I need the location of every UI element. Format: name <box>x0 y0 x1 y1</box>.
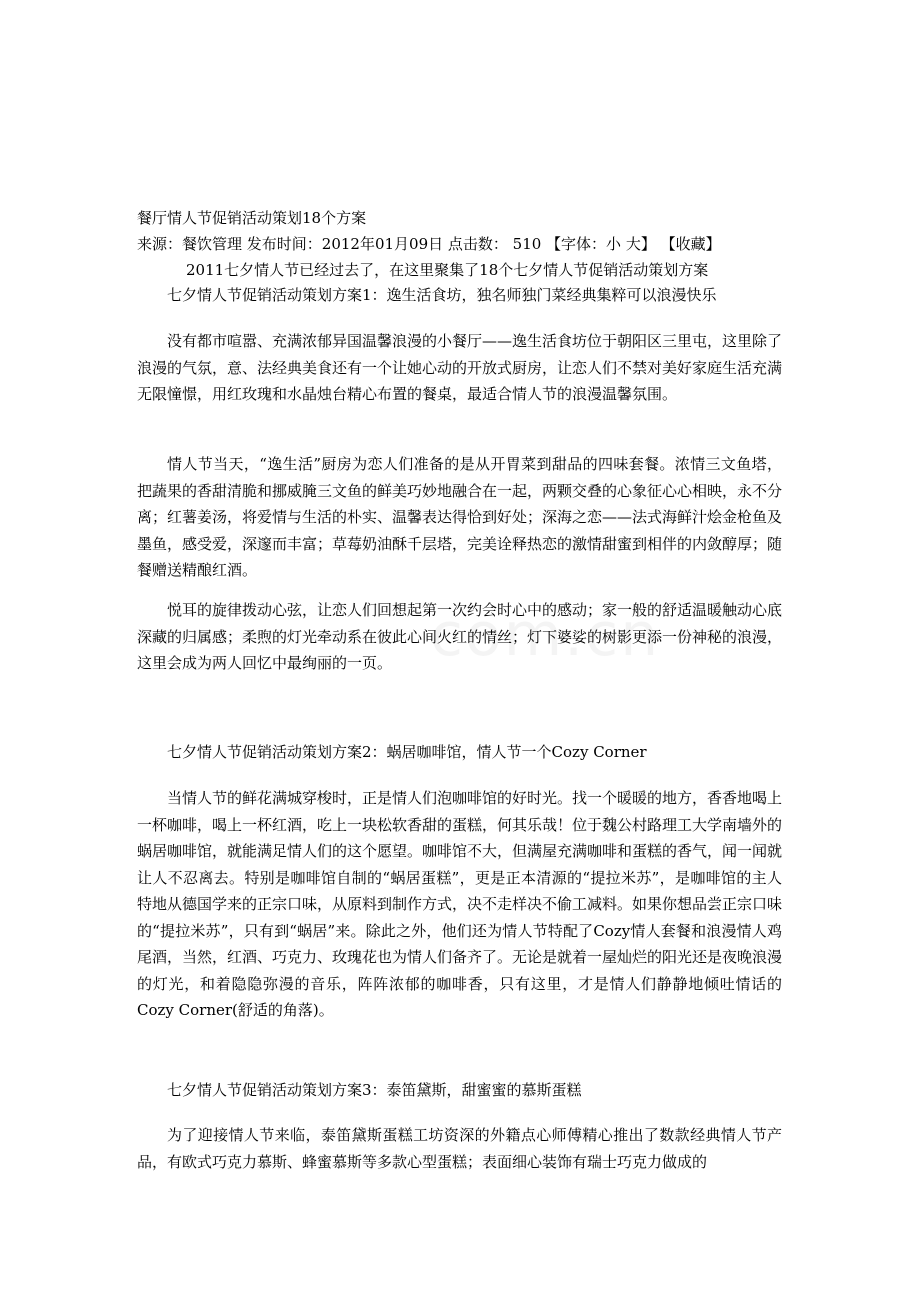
plan3-heading: 七夕情人节促销活动策划方案3：泰笛黛斯，甜蜜蜜的慕斯蛋糕 <box>167 1081 582 1099</box>
plan1-paragraph-3: 悦耳的旋律拨动心弦，让恋人们回想起第一次约会时心中的感动；家一般的舒适温暖触动心底深藏的归属感；柔煦的灯光牵动系在彼此心间火红的情丝；灯下婆娑的树影更添一份神秘的浪漫，这里会成为两人回忆中最绚丽的一页。 <box>137 601 783 672</box>
watermark <box>430 600 660 670</box>
intro-line: 2011七夕情人节已经过去了，在这里聚集了18个七夕情人节促销活动策划方案 <box>186 261 709 279</box>
plan1-paragraph-2: 情人节当天，“逸生活”厨房为恋人们准备的是从开胃菜到甜品的四味套餐。浓情三文鱼塔，把蔬果的香甜清脆和挪威腌三文鱼的鲜美巧妙地融合在一起，两颗交叠的心象征心心相映，永不分离；红薯姜汤，将爱情与生活的朴实、温馨表达得恰到好处；深海之恋——法式海鲜汁烩金枪鱼及墨鱼，感受爱，深邃而丰富；草莓奶油酥千层塔，完美诠释热恋的激情甜蜜到相伴的内敛醇厚；随餐赠送精酿红酒。 <box>137 455 783 579</box>
plan3-paragraph-1: 为了迎接情人节来临，泰笛黛斯蛋糕工坊资深的外籍点心师傅精心推出了数款经典情人节产品，有欧式巧克力慕斯、蜂蜜慕斯等多款心型蛋糕；表面细心装饰有瑞士巧克力做成的 <box>137 1126 782 1171</box>
plan1-heading: 七夕情人节促销活动策划方案1：逸生活食坊，独名师独门菜经典集粹可以浪漫快乐 <box>167 286 717 304</box>
plan2-paragraph-1: 当情人节的鲜花满城穿梭时，正是情人们泡咖啡馆的好时光。找一个暖暖的地方，香香地喝上一杯咖啡，喝上一杯红酒，吃上一块松软香甜的蛋糕，何其乐哉！位于魏公村路理工大学南墙外的蜗居咖啡馆，就能满足情人们的这个愿望。咖啡馆不大，但满屋充满咖啡和蛋糕的香气，闻一闻就让人不忍离去。特别是咖啡馆自制的“蜗居蛋糕”，更是正本清源的“提拉米苏”，是咖啡馆的主人特地从德国学来的正宗口味，从原料到制作方式，决不走样决不偷工减料。如果你想品尝正宗口味的“提拉米苏”，只有到“蜗居”来。除此之外，他们还为情人节特配了Cozy情人套餐和浪漫情人鸡尾酒，当然，红酒、巧克力、玫瑰花也为情人们备齐了。无论是就着一屋灿烂的阳光还是夜晚浪漫的灯光，和着隐隐弥漫的音乐，阵阵浓郁的咖啡香，只有这里，才是情人们静静地倾吐情话的Cozy Corner(舒适的角落)。 <box>137 789 783 1019</box>
plan1-paragraph-1: 没有都市喧嚣、充满浓郁异国温馨浪漫的小餐厅——逸生活食坊位于朝阳区三里屯，这里除了浪漫的气氛，意、法经典美食还有一个让她心动的开放式厨房，让恋人们不禁对美好家庭生活充满无限憧憬，用红玫瑰和水晶烛台精心布置的餐桌，最适合情人节的浪漫温馨氛围。 <box>137 332 783 403</box>
article-meta: 来源：餐饮管理 发布时间：2012年01月09日 点击数： 510 【字体：小 大】 【收藏】 <box>137 235 721 253</box>
plan2-heading: 七夕情人节促销活动策划方案2：蜗居咖啡馆，情人节一个Cozy Corner <box>167 743 647 761</box>
document-title: 餐厅情人节促销活动策划18个方案 <box>137 209 367 227</box>
